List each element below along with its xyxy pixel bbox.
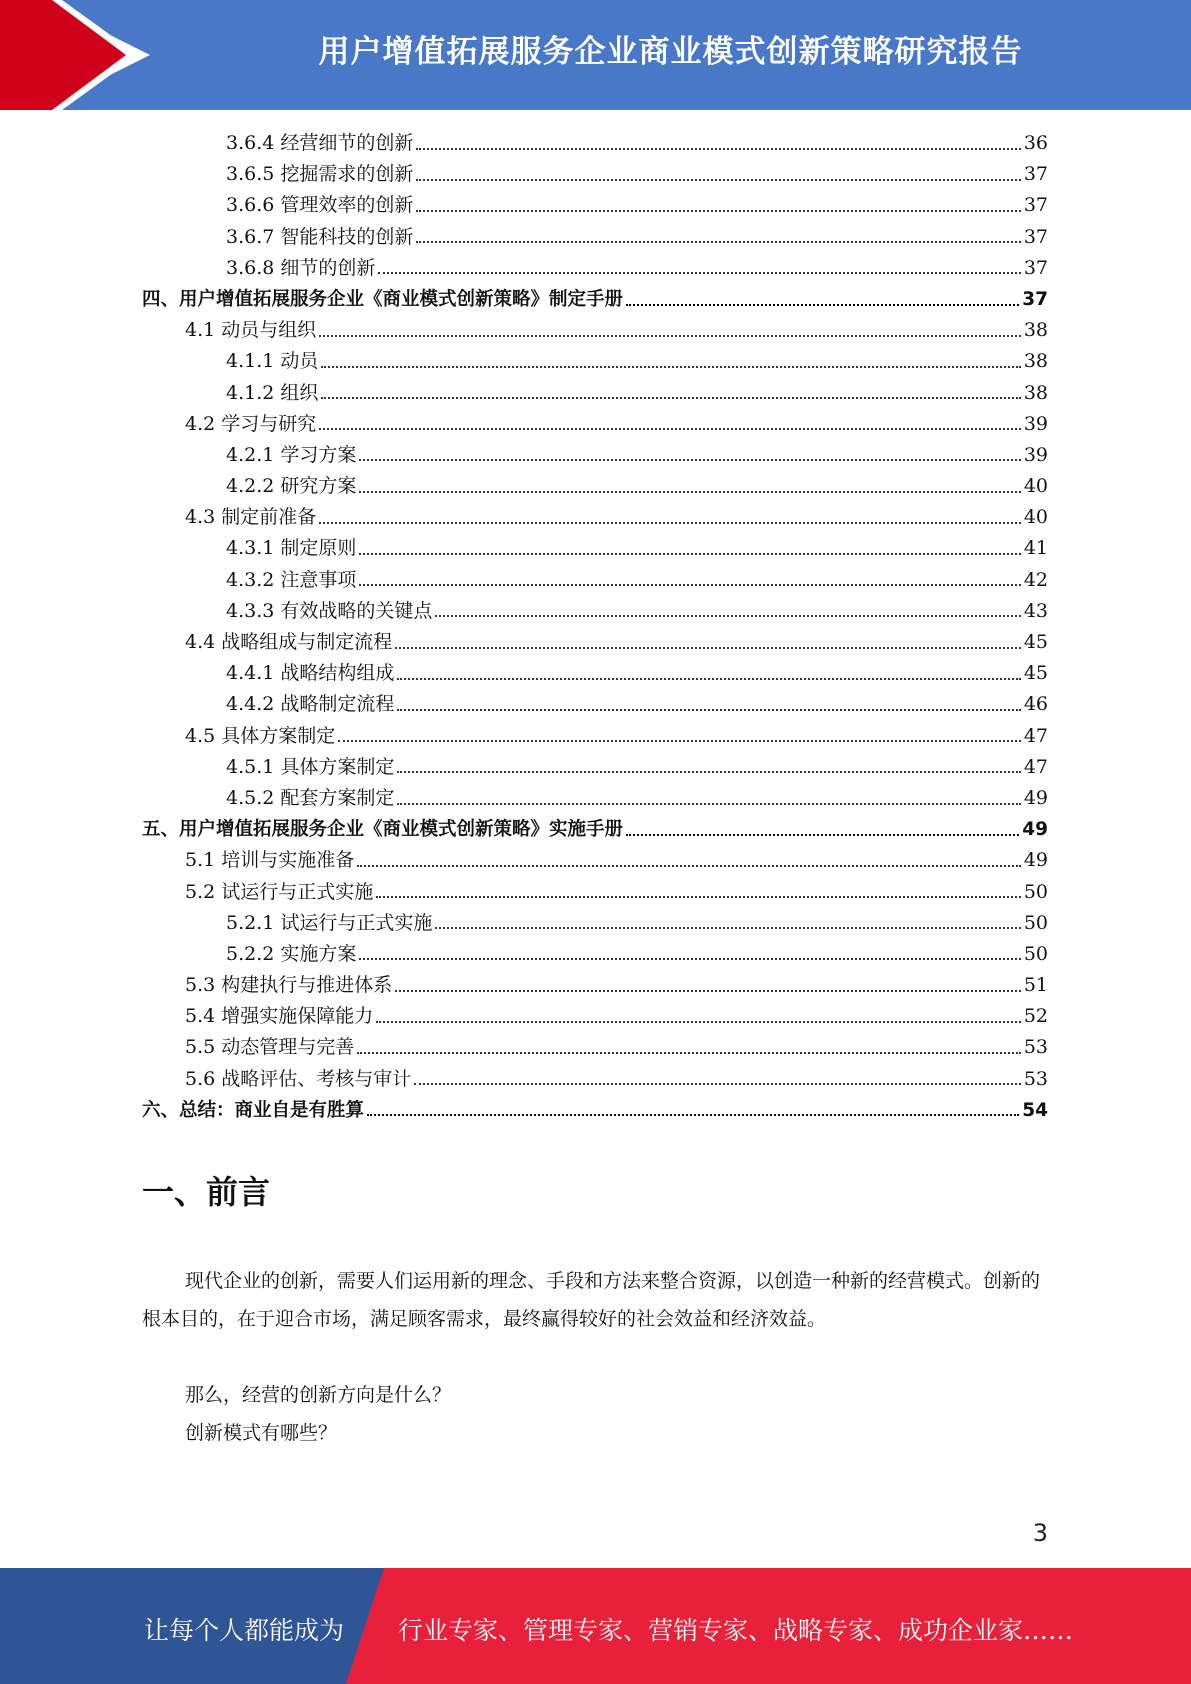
toc-entry-label: 5.3 构建执行与推进体系 (185, 974, 393, 997)
toc-entry[interactable] (142, 222, 1048, 253)
toc-entry[interactable] (142, 908, 1048, 939)
toc-entry[interactable] (142, 845, 1048, 876)
toc-leader-dots (359, 958, 1020, 960)
toc-entry[interactable] (142, 346, 1048, 377)
toc-entry[interactable] (142, 565, 1048, 596)
question-line-2: 创新模式有哪些？ (185, 1422, 338, 1444)
toc-entry-page: 40 (1023, 506, 1048, 529)
toc-entry-label: 3.6.7 智能科技的创新 (226, 225, 414, 248)
toc-entry[interactable] (142, 814, 1048, 845)
page-number: 3 (1032, 1519, 1048, 1547)
toc-leader-dots (378, 272, 1020, 274)
toc-entry-label: 5.6 战略评估、考核与审计 (185, 1067, 412, 1090)
toc-entry-page: 36 (1023, 132, 1048, 154)
toc-entry-page: 50 (1023, 880, 1048, 903)
toc-leader-dots (357, 1052, 1021, 1054)
toc-entry[interactable] (142, 1064, 1048, 1095)
toc-entry[interactable] (142, 190, 1048, 221)
toc-entry[interactable] (142, 159, 1048, 190)
toc-leader-dots (397, 803, 1020, 805)
toc-entry-page: 38 (1023, 319, 1048, 342)
toc-entry-page: 43 (1023, 599, 1048, 622)
page-header (0, 0, 1191, 110)
body-paragraph: 现代企业的创新，需要人们运用新的理念、手段和方法来整合资源，以创造一种新的经营模式。创新的根本目的，在于迎合市场，满足顾客需求，最终赢得较好的社会效益和经济效益。 (142, 1270, 1041, 1330)
toc-entry-label: 3.6.8 细节的创新 (226, 256, 376, 279)
toc-entry-label: 4.3.3 有效战略的关键点 (226, 599, 433, 622)
toc-entry-label: 3.6.6 管理效率的创新 (226, 194, 414, 217)
toc-entry-label: 六、总结：商业自是有胜算 (142, 1099, 365, 1121)
toc-entry-page: 39 (1023, 443, 1048, 466)
toc-leader-dots (416, 179, 1020, 181)
toc-entry-label: 4.3.1 制定原则 (226, 537, 357, 560)
toc-entry[interactable] (142, 689, 1048, 720)
toc-entry-page: 37 (1023, 256, 1048, 279)
toc-entry-page: 47 (1023, 755, 1048, 778)
toc-entry-label: 四、用户增值拓展服务企业《商业模式创新策略》制定手册 (142, 288, 624, 310)
toc-leader-dots (359, 491, 1020, 493)
toc-entry[interactable] (142, 783, 1048, 814)
section-heading: 一、前言 (142, 1173, 271, 1211)
toc-entry-page: 40 (1023, 475, 1048, 498)
toc-entry-label: 4.5.2 配套方案制定 (226, 786, 395, 809)
toc-leader-dots (359, 553, 1020, 555)
toc-entry[interactable] (142, 1001, 1048, 1032)
toc-leader-dots (626, 304, 1019, 306)
toc-entry[interactable] (142, 752, 1048, 783)
toc-entry-page: 49 (1023, 849, 1048, 872)
toc-entry[interactable] (142, 627, 1048, 658)
toc-leader-dots (321, 366, 1020, 368)
toc-entry[interactable] (142, 658, 1048, 689)
toc-entry-page: 45 (1023, 631, 1048, 653)
toc-entry-label: 5.4 增强实施保障能力 (185, 1005, 374, 1028)
toc-entry-page: 37 (1022, 288, 1048, 310)
toc-entry[interactable] (142, 253, 1048, 284)
toc-entry[interactable] (142, 970, 1048, 1001)
toc-entry-page: 38 (1023, 381, 1048, 404)
toc-entry-page: 49 (1023, 786, 1048, 809)
toc-entry-page: 47 (1023, 724, 1048, 747)
toc-entry[interactable] (142, 721, 1048, 752)
toc-entry-page: 45 (1023, 662, 1048, 685)
toc-leader-dots (367, 1114, 1019, 1116)
toc-leader-dots (435, 615, 1020, 617)
toc-entry-page: 52 (1023, 1005, 1048, 1028)
toc-leader-dots (319, 428, 1021, 430)
toc-entry-page: 37 (1023, 194, 1048, 217)
toc-entry-page: 50 (1023, 942, 1048, 965)
toc-entry-label: 4.3 制定前准备 (185, 506, 317, 529)
toc-leader-dots (319, 522, 1021, 524)
header-arrow-icon (0, 0, 160, 110)
toc-entry-label: 5.2 试运行与正式实施 (185, 880, 374, 903)
footer-slogan-left: 让每个人都能成为 (144, 1616, 345, 1645)
toc-entry-page: 46 (1023, 693, 1048, 716)
toc-entry-label: 4.2.1 学习方案 (226, 443, 357, 466)
toc-entry-page: 41 (1023, 537, 1048, 560)
toc-entry[interactable] (142, 471, 1048, 502)
toc-leader-dots (435, 927, 1020, 929)
toc-entry-label: 4.5.1 具体方案制定 (226, 755, 395, 778)
toc-leader-dots (395, 990, 1021, 992)
toc-entry[interactable] (142, 1095, 1048, 1126)
toc-leader-dots (376, 896, 1021, 898)
toc-entry[interactable] (142, 378, 1048, 409)
toc-leader-dots (319, 335, 1021, 337)
toc-leader-dots (359, 459, 1020, 461)
toc-entry[interactable] (142, 502, 1048, 533)
toc-leader-dots (357, 865, 1021, 867)
toc-leader-dots (397, 678, 1020, 680)
toc-entry[interactable] (142, 877, 1048, 908)
toc-leader-dots (626, 834, 1019, 836)
toc-entry-label: 5.2.2 实施方案 (226, 942, 357, 965)
toc-entry[interactable] (142, 596, 1048, 627)
toc-leader-dots (416, 241, 1020, 243)
footer-slogan-right: 行业专家、管理专家、营销专家、战略专家、成功企业家…… (398, 1616, 1074, 1645)
toc-leader-dots (416, 148, 1020, 150)
toc-entry-page: 53 (1023, 1067, 1048, 1090)
toc-entry-label: 4.4.1 战略结构组成 (226, 662, 395, 685)
toc-entry[interactable] (142, 1032, 1048, 1063)
toc-entry-page: 50 (1023, 911, 1048, 934)
toc-leader-dots (338, 740, 1021, 742)
toc-entry-page: 51 (1023, 974, 1048, 997)
toc-entry-page: 38 (1023, 350, 1048, 373)
toc-leader-dots (376, 1021, 1021, 1023)
toc-entry[interactable] (142, 284, 1048, 315)
toc-entry-label: 3.6.5 挖掘需求的创新 (226, 163, 414, 186)
toc-entry-page: 54 (1022, 1099, 1048, 1121)
toc-leader-dots (416, 210, 1020, 212)
toc-leader-dots (414, 1083, 1021, 1085)
question-line-1: 那么，经营的创新方向是什么？ (185, 1384, 452, 1406)
toc-entry-label: 4.3.2 注意事项 (226, 568, 357, 591)
table-of-contents (142, 128, 1048, 1126)
toc-entry[interactable] (142, 409, 1048, 440)
toc-entry[interactable] (142, 128, 1048, 159)
toc-entry-label: 4.5 具体方案制定 (185, 724, 336, 747)
toc-entry-label: 5.1 培训与实施准备 (185, 849, 355, 872)
toc-entry-label: 5.2.1 试运行与正式实施 (226, 911, 433, 934)
toc-entry-label: 3.6.4 经营细节的创新 (226, 132, 414, 154)
toc-entry-label: 4.1 动员与组织 (185, 319, 317, 342)
toc-entry-label: 4.1.2 组织 (226, 381, 319, 404)
header-title: 用户增值拓展服务企业商业模式创新策略研究报告 (318, 34, 1023, 70)
toc-entry[interactable] (142, 315, 1048, 346)
toc-leader-dots (321, 397, 1020, 399)
toc-entry-page: 37 (1023, 225, 1048, 248)
toc-entry-page: 39 (1023, 412, 1048, 435)
toc-leader-dots (397, 771, 1020, 773)
toc-leader-dots (397, 709, 1020, 711)
toc-entry-label: 4.4 战略组成与制定流程 (185, 631, 393, 653)
toc-entry-page: 49 (1022, 819, 1048, 841)
page-footer (0, 1568, 1191, 1684)
toc-entry-label: 5.5 动态管理与完善 (185, 1036, 355, 1059)
toc-leader-dots (395, 647, 1021, 649)
toc-entry-label: 五、用户增值拓展服务企业《商业模式创新策略》实施手册 (142, 819, 624, 841)
toc-entry-label: 4.1.1 动员 (226, 350, 319, 373)
toc-entry[interactable] (142, 440, 1048, 471)
toc-entry-label: 4.4.2 战略制定流程 (226, 693, 395, 716)
toc-entry-label: 4.2 学习与研究 (185, 412, 317, 435)
toc-entry-label: 4.2.2 研究方案 (226, 475, 357, 498)
toc-entry-page: 42 (1023, 568, 1048, 591)
toc-entry-page: 53 (1023, 1036, 1048, 1059)
toc-leader-dots (359, 584, 1020, 586)
toc-entry[interactable] (142, 533, 1048, 564)
toc-entry[interactable] (142, 939, 1048, 970)
toc-entry-page: 37 (1023, 163, 1048, 186)
